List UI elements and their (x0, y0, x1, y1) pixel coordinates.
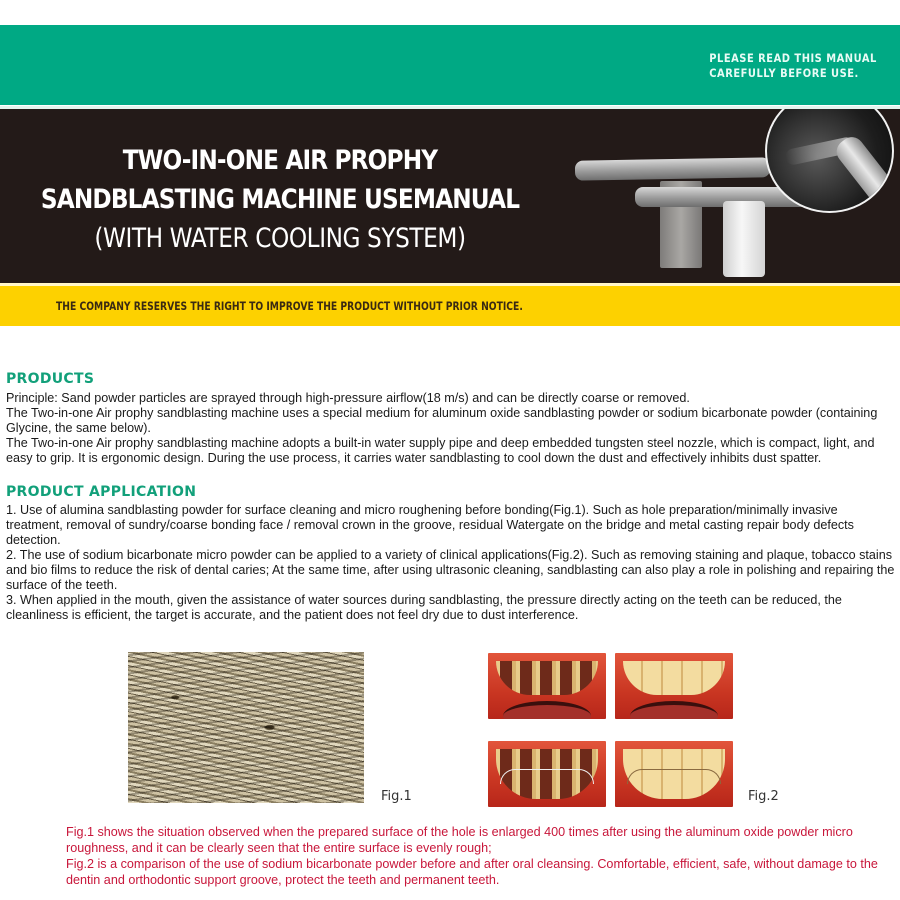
medium-paragraph: The Two-in-one Air prophy sandblasting machine uses a special medium for aluminum oxide sandblasting powder or sodium bicarbonate powder (containing Glycine, the same below). (6, 406, 878, 435)
notice-line-2: CAREFULLY BEFORE USE. (709, 66, 859, 80)
figure-captions (66, 824, 896, 888)
application-text (6, 503, 896, 623)
notice-banner (0, 286, 900, 326)
notice-line-1: PLEASE READ THIS MANUAL (709, 51, 877, 65)
application-item-3: 3. When applied in the mouth, given the assistance of water sources during sandblasting, the pressure directly acting on the teeth can be reduced, the cleanliness is efficient, the target is accurate, and the patient does not feel dry due to dust interference. (6, 593, 842, 622)
handpiece-rear (575, 157, 770, 180)
figure-2-before-upper (488, 653, 606, 719)
page-title (0, 141, 560, 258)
figure-2-caption: Fig.2 is a comparison of the use of sodium bicarbonate powder before and after oral cleansing. Comfortable, efficient, safe, without damage to the dentin and orthodontic support groove, protect the teeth and permanent teeth. (66, 857, 878, 887)
design-paragraph: The Two-in-one Air prophy sandblasting machine adopts a built-in water supply pipe and deep embedded tungsten steel nozzle, which is compact, light, and easy to grip. It is ergonomic design. During the use process, it carries water sandblasting to cool down the dust and effectively inhibits dust spatter. (6, 436, 875, 465)
title-line-2: SANDBLASTING MACHINE USEMANUAL (40, 184, 520, 215)
principle-paragraph: Principle: Sand powder particles are sprayed through high-pressure airflow(18 m/s) and can be directly coarse or removed. (6, 391, 690, 405)
figure-2-before-lower (488, 741, 606, 807)
figure-2-after-upper (615, 653, 733, 719)
title-line-3: (WITH WATER COOLING SYSTEM) (94, 223, 466, 254)
figure-2-label: Fig.2 (748, 789, 779, 804)
application-item-2: 2. The use of sodium bicarbonate micro powder can be applied to a variety of clinical applications(Fig.2). Such as removing staining and plaque, tobacco stains and bio films to reduce the risk of dental caries; At the same time, after using ultrasonic cleaning, sandblasting can also play a role in polishing and repairing the surface of the teeth. (6, 548, 895, 592)
figure-1-surface-image (128, 652, 364, 803)
figure-2-after-lower (615, 741, 733, 807)
divider (0, 283, 900, 286)
figure-1-label: Fig.1 (381, 789, 412, 804)
read-manual-notice (709, 51, 877, 81)
product-photo (560, 109, 900, 283)
nozzle-tip (832, 132, 894, 208)
products-heading: PRODUCTS (6, 371, 95, 387)
figure-1-caption: Fig.1 shows the situation observed when the prepared surface of the hole is enlarged 400 times after using the aluminum oxide powder micro roughness, and it can be clearly seen that the entire surface is evenly rough; (66, 825, 853, 855)
application-heading: PRODUCT APPLICATION (6, 484, 197, 500)
title-line-1: TWO-IN-ONE AIR PROPHY (122, 145, 438, 176)
powder-bottle-white (723, 201, 765, 277)
improvement-notice: THE COMPANY RESERVES THE RIGHT TO IMPROVE THE PRODUCT WITHOUT PRIOR NOTICE. (56, 299, 523, 313)
products-text (6, 391, 896, 466)
application-item-1: 1. Use of alumina sandblasting powder for surface cleaning and micro roughening before bonding(Fig.1). Such as hole preparation/minimally invasive treatment, removal of sundry/coarse bonding face / removal crown in the groove, residual Watergate on the bridge and metal casting repair body defects detection. (6, 503, 854, 547)
title-banner (0, 109, 900, 283)
